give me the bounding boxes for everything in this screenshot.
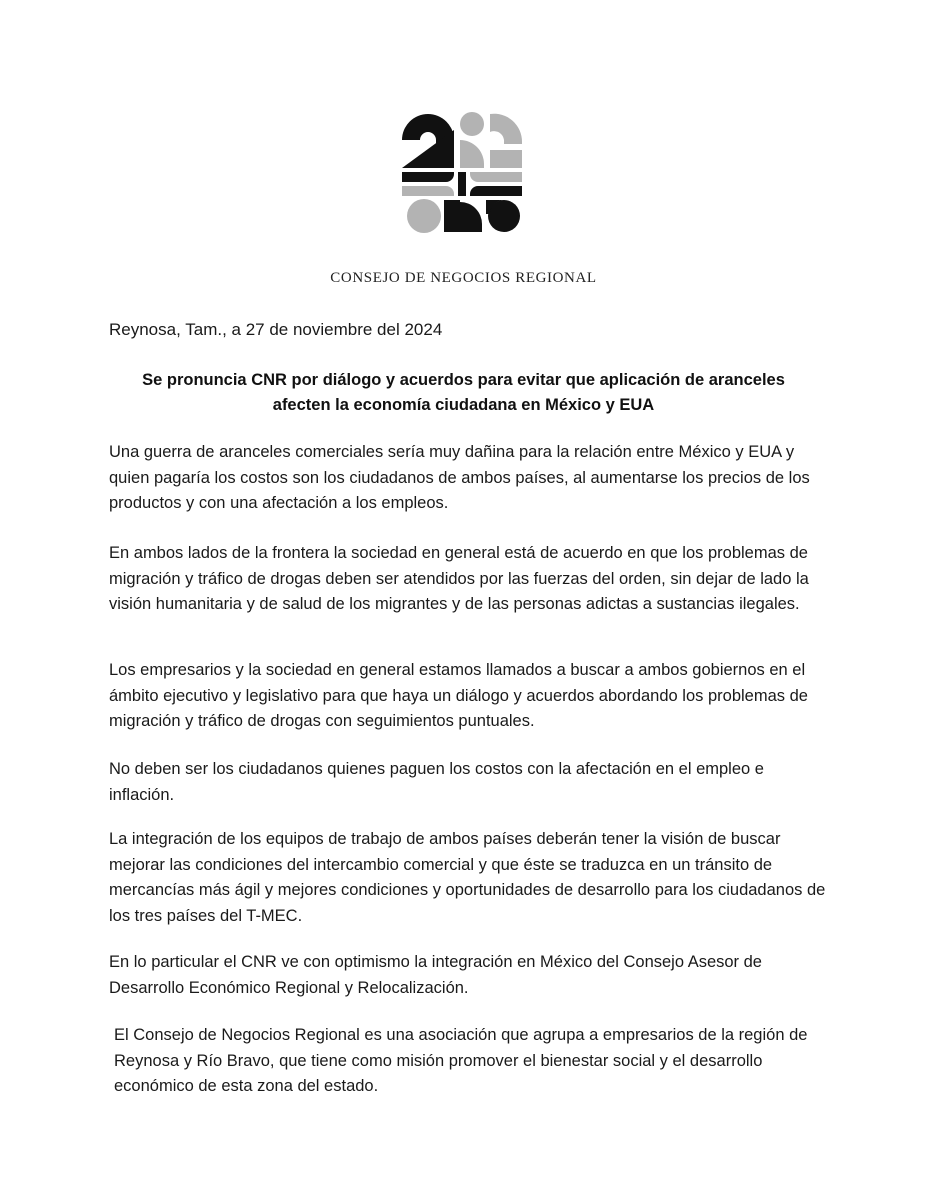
headline	[100, 368, 827, 418]
logo-bottom-right-shape	[486, 200, 520, 232]
headline-line-1: Se pronuncia CNR por diálogo y acuerdos para evitar que aplicación de aranceles	[142, 371, 785, 389]
logo-top-left-shape	[402, 114, 454, 168]
paragraph-2: En ambos lados de la frontera la sociedad en general está de acuerdo en que los problemas de migración y tráfico de drogas deben ser atendidos por las fuerzas del orden, sin dejar de lado la visión humanitaria y de salud de los migrantes y de las personas adictas a sustancias ilegales.	[109, 544, 809, 613]
headline-line-2: afecten la economía ciudadana en México y EUA	[272, 396, 655, 414]
place-date: Reynosa, Tam., a 27 de noviembre del 2024	[109, 320, 443, 339]
paragraph-6: En lo particular el CNR ve con optimismo la integración en México del Consejo Asesor de Desarrollo Económico Regional y Relocalización.	[109, 953, 762, 997]
logo-middle-band	[402, 172, 522, 196]
logo-top-mid-shape	[460, 112, 484, 168]
paragraph-1: Una guerra de aranceles comerciales sería muy dañina para la relación entre México y EUA y quien pagaría los costos son los ciudadanos de ambos países, al aumentarse los precios de los productos y con una afectación a los empleos.	[109, 443, 810, 512]
organization-name: CONSEJO DE NEGOCIOS REGIONAL	[330, 270, 597, 286]
paragraph-4: No deben ser los ciudadanos quienes paguen los costos con la afectación en el empleo e inflación.	[109, 760, 764, 804]
logo-bottom-mid-shape	[444, 200, 482, 232]
paragraph-7: El Consejo de Negocios Regional es una asociación que agrupa a empresarios de la región de Reynosa y Río Bravo, que tiene como misión promover el bienestar social y el desarrollo económico de esta zona del estado.	[114, 1026, 808, 1095]
cnr-logo-icon	[400, 110, 524, 234]
paragraph-3: Los empresarios y la sociedad en general estamos llamados a buscar a ambos gobiernos en el ámbito ejecutivo y legislativo para que haya un diálogo y acuerdos abordando los problemas de migración y tráfico de drogas con seguimientos puntuales.	[109, 661, 808, 730]
logo-bottom-left-shape	[407, 199, 441, 233]
paragraph-5: La integración de los equipos de trabajo de ambos países deberán tener la visión de buscar mejorar las condiciones del intercambio comercial y que éste se traduzca en un tránsito de mercancías más ágil y mejores condiciones y oportunidades de desarrollo para los ciudadanos de los tres países del T-MEC.	[109, 830, 826, 925]
logo-top-right-shape	[490, 114, 522, 168]
